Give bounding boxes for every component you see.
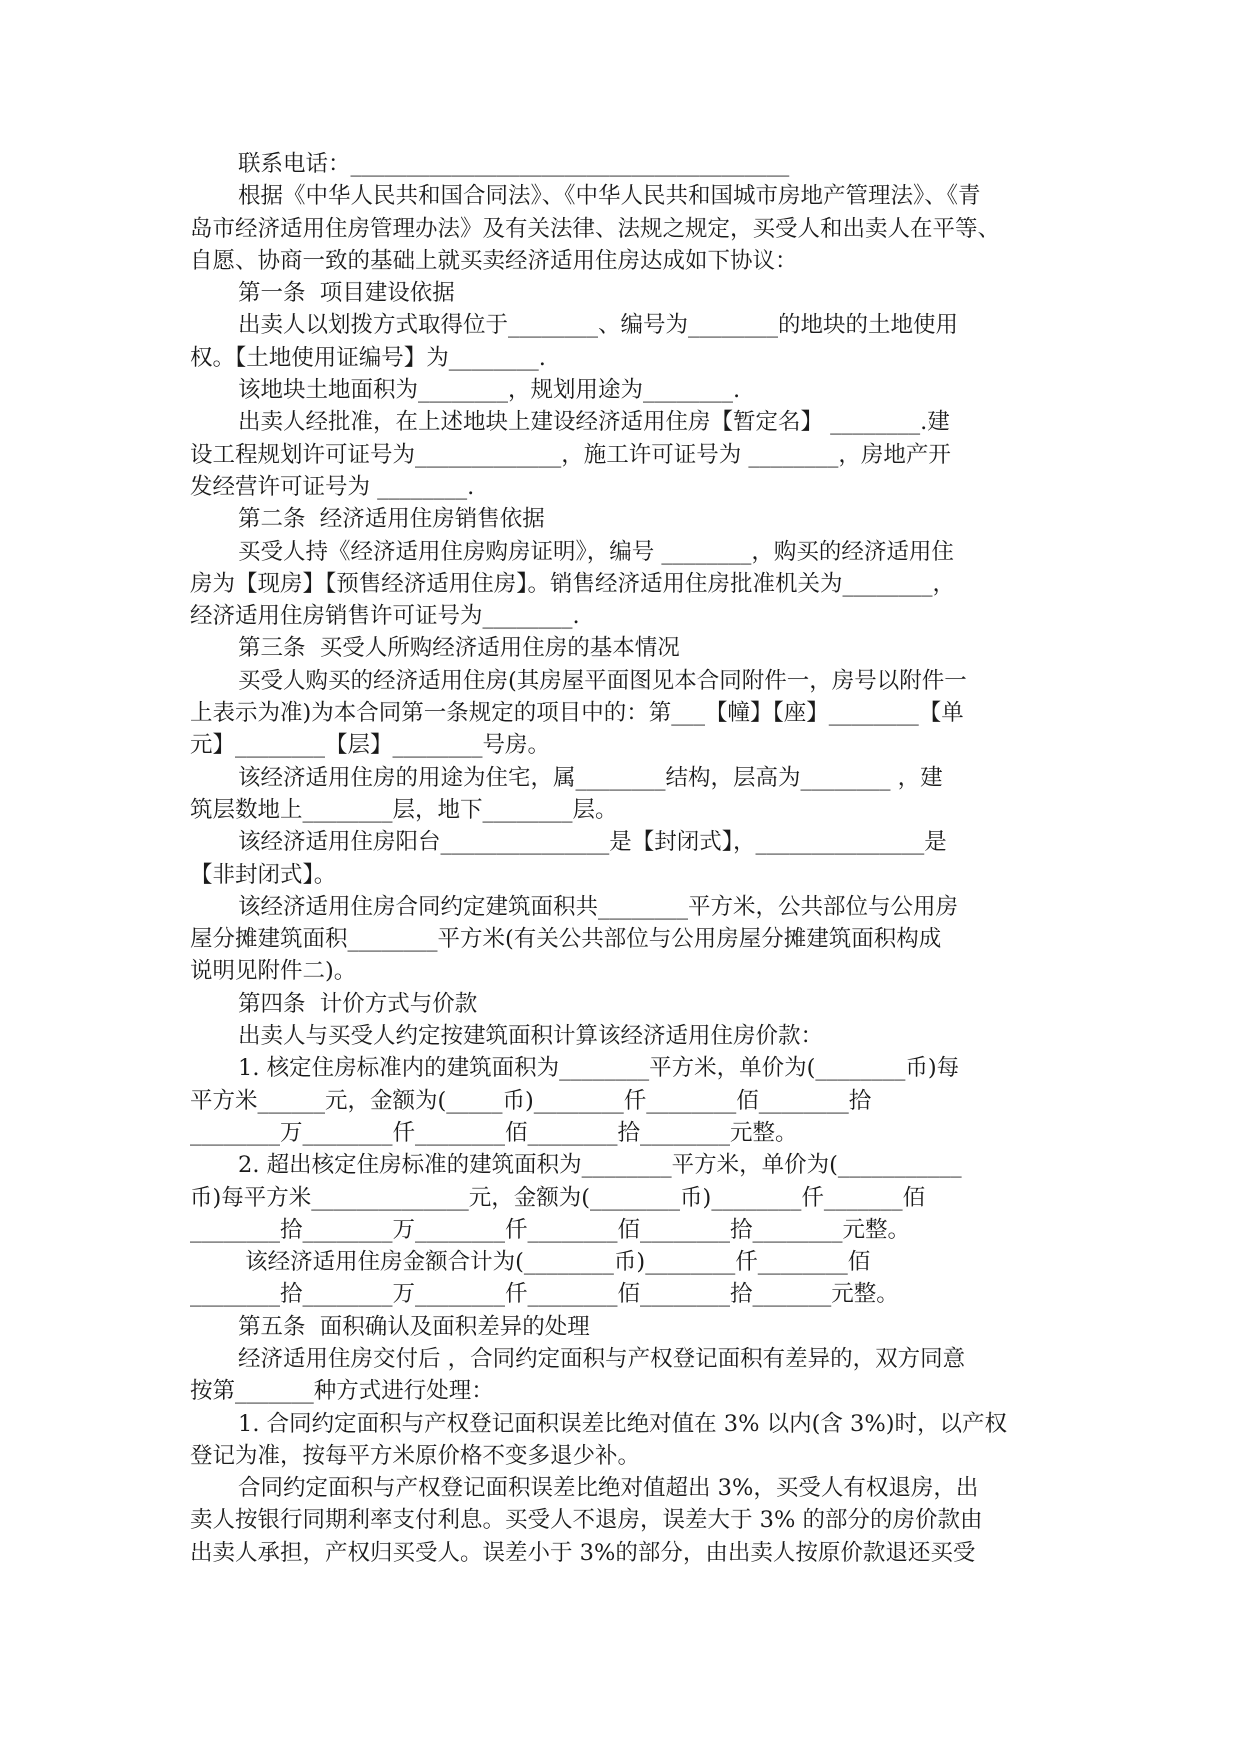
- text-line: 2. 超出核定住房标准的建筑面积为________平方米，单价为(___________: [238, 1152, 962, 1179]
- text-line: 【非封闭式】。: [190, 861, 337, 888]
- text-line: 该经济适用住房阳台_______________是【封闭式】，_______________是: [238, 829, 947, 856]
- text-line: 买受人持《经济适用住房购房证明》，编号 ________，购买的经济适用住: [238, 538, 954, 565]
- text-line: 第四条 计价方式与价款: [238, 990, 478, 1017]
- text-line: 该经济适用住房的用途为住宅，属________结构，层高为________ ，建: [238, 764, 943, 791]
- text-line: 第三条 买受人所购经济适用住房的基本情况: [238, 635, 680, 662]
- text-line: 房为【现房】【预售经济适用住房】。销售经济适用住房批准机关为________，: [190, 570, 956, 597]
- text-line: 平方米______元，金额为(_____币)________仟________佰________拾: [190, 1087, 872, 1114]
- text-line: 1. 核定住房标准内的建筑面积为________平方米，单价为(________币)每: [238, 1055, 960, 1082]
- text-line: 出卖人与买受人约定按建筑面积计算该经济适用住房价款：: [238, 1023, 824, 1050]
- text-line: 出卖人以划拨方式取得位于________、编号为________的地块的土地使用: [238, 312, 959, 339]
- text-line: 出卖人承担，产权归买受人。误差小于 3%的部分，由出卖人按原价款退还买受: [190, 1539, 976, 1566]
- text-line: 卖人按银行同期利率支付利息。买受人不退房，误差大于 3% 的部分的房价款由: [190, 1507, 983, 1534]
- text-line: 元】________【层】________号房。: [190, 732, 551, 759]
- text-line: 岛市经济适用住房管理办法》及有关法律、法规之规定，买受人和出卖人在平等、: [190, 215, 1001, 242]
- text-line: 上表示为准)为本合同第一条规定的项目中的：第___【幢】【座】________【单: [190, 700, 964, 727]
- text-line: 第一条 项目建设依据: [238, 280, 455, 307]
- text-line: 经济适用住房销售许可证号为________.: [190, 603, 580, 630]
- text-line: 设工程规划许可证号为_____________，施工许可证号为 ________，房地产开: [190, 441, 951, 468]
- text-line: 自愿、协商一致的基础上就买卖经济适用住房达成如下协议：: [190, 247, 798, 274]
- text-line: 出卖人经批准，在上述地块上建设经济适用住房【暂定名】 ________.建: [238, 409, 950, 436]
- text-line: 权。【土地使用证编号】为________.: [190, 344, 546, 371]
- text-line: 联系电话：_______________________________________: [238, 151, 790, 177]
- text-line: 1. 合同约定面积与产权登记面积误差比绝对值在 3% 以内(含 3%)时，以产权: [238, 1410, 1008, 1437]
- text-line: 该经济适用住房合同约定建筑面积共________平方米，公共部位与公用房: [238, 893, 959, 920]
- text-line: 该地块土地面积为________，规划用途为________.: [238, 377, 741, 404]
- text-line: 屋分摊建筑面积________平方米(有关公共部位与公用房屋分摊建筑面积构成: [190, 926, 942, 953]
- text-line: 登记为准，按每平方米原价格不变多退少补。: [190, 1442, 641, 1469]
- text-line: ________拾________万________仟________佰________拾________元整。: [190, 1216, 911, 1243]
- text-line: ________万________仟________佰________拾________元整。: [190, 1119, 798, 1146]
- text-line: 按第_______种方式进行处理：: [190, 1378, 494, 1405]
- text-line: 根据《中华人民共和国合同法》、《中华人民共和国城市房地产管理法》、《青: [238, 183, 981, 210]
- text-line: 第五条 面积确认及面积差异的处理: [238, 1313, 590, 1340]
- text-line: 经济适用住房交付后 ，合同约定面积与产权登记面积有差异的，双方同意: [238, 1345, 966, 1372]
- text-line: ________拾________万________仟________佰________拾_______元整。: [190, 1281, 899, 1308]
- text-line: 筑层数地上________层，地下________层。: [190, 796, 618, 823]
- contract-body: [190, 148, 1050, 1569]
- text-line: 币)每平方米______________元，金额为(________币)________仟_______佰: [190, 1184, 926, 1211]
- text-line: 买受人购买的经济适用住房(其房屋平面图见本合同附件一，房号以附件一: [238, 667, 967, 694]
- text-line: 发经营许可证号为 ________.: [190, 473, 475, 500]
- text-line: 该经济适用住房金额合计为(________币)________仟________佰: [238, 1249, 871, 1276]
- text-line: 说明见附件二)。: [190, 958, 357, 985]
- text-line: 第二条 经济适用住房销售依据: [238, 506, 545, 533]
- text-line: 合同约定面积与产权登记面积误差比绝对值超出 3%，买受人有权退房，出: [238, 1475, 979, 1502]
